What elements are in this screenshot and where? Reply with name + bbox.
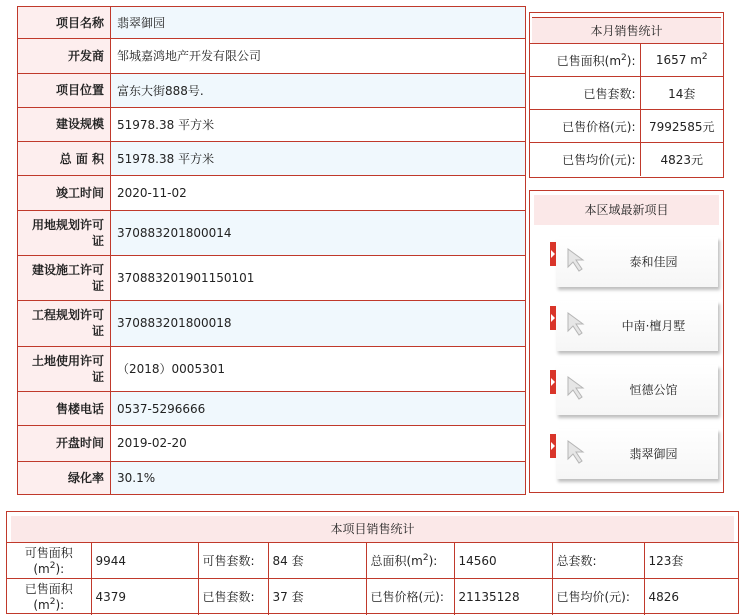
- new-projects-title: 本区域最新项目: [534, 195, 719, 225]
- new-project-link-zhongnan[interactable]: [547, 299, 717, 353]
- sold-units-label: 已售套数:: [198, 579, 268, 615]
- info-value: 2020-11-02: [111, 176, 526, 210]
- info-row-engineering-permit: [18, 301, 526, 346]
- month-area-value: 1657 $m^2$: [640, 44, 723, 77]
- sellable-area-value: 9944: [91, 543, 198, 579]
- sold-units-value: 37 套: [268, 579, 366, 615]
- info-value: 30.1%: [111, 461, 526, 494]
- sellable-units-value: 84 套: [268, 543, 366, 579]
- total-area-value: 14560: [454, 543, 552, 579]
- sellable-units-label: 可售套数:: [198, 543, 268, 579]
- month-avg-label: 已售均价(元):: [530, 143, 640, 176]
- sold-avg-value: 4826: [644, 579, 738, 615]
- project-name: 恒德公馆: [629, 383, 678, 397]
- project-card: [556, 237, 718, 287]
- month-count-value: 14套: [640, 77, 723, 110]
- month-sales-panel: [529, 12, 724, 178]
- total-units-value: 123套: [644, 543, 738, 579]
- info-value: 翡翠御园: [111, 7, 526, 39]
- info-label: 开发商: [18, 39, 111, 73]
- project-name: 翡翠御园: [629, 447, 678, 461]
- project-name: 泰和佳园: [629, 255, 678, 269]
- info-value: 370883201800014: [111, 210, 526, 255]
- cursor-arrow-icon: [566, 375, 588, 401]
- info-row-land-permit: [18, 210, 526, 255]
- info-label: 项目位置: [18, 73, 111, 107]
- cursor-arrow-icon: [566, 311, 588, 337]
- red-arrow-marker-icon: [550, 306, 556, 330]
- month-price-value: 7992585元: [640, 110, 723, 143]
- sellable-area-label: 可售面积$(m^2)$:: [7, 543, 91, 579]
- info-row-scale: [18, 107, 526, 141]
- new-project-link-taihe[interactable]: [547, 235, 717, 289]
- info-value: 51978.38 平方米: [111, 142, 526, 176]
- info-row-green-rate: [18, 461, 526, 494]
- new-project-link-hengde[interactable]: [547, 363, 717, 417]
- project-sales-table: [7, 542, 738, 615]
- red-arrow-marker-icon: [550, 370, 556, 394]
- info-value: 富东大街888号.: [111, 73, 526, 107]
- month-count-label: 已售套数:: [530, 77, 640, 110]
- sold-price-value: 21135128: [454, 579, 552, 615]
- cursor-arrow-icon: [566, 247, 588, 273]
- month-area-label: 已售面积$(m^2)$:: [530, 44, 640, 77]
- month-sales-table: [530, 43, 723, 176]
- info-label: 开盘时间: [18, 426, 111, 461]
- project-card: [556, 429, 718, 479]
- info-row-name: [18, 7, 526, 39]
- info-label: 项目名称: [18, 7, 111, 39]
- red-arrow-marker-icon: [550, 242, 556, 266]
- info-row-opening: [18, 426, 526, 461]
- stats-row-sold: [7, 579, 738, 615]
- project-sales-title: 本项目销售统计: [11, 516, 734, 542]
- sold-area-label: 已售面积$(m^2)$:: [7, 579, 91, 615]
- info-row-construction-permit: [18, 255, 526, 300]
- month-row-price: [530, 110, 723, 143]
- project-sales-panel: [6, 511, 739, 614]
- month-avg-value: 4823元: [640, 143, 723, 176]
- info-row-completion: [18, 176, 526, 210]
- info-label: 绿化率: [18, 461, 111, 494]
- info-row-total-area: [18, 142, 526, 176]
- stats-row-available: [7, 543, 738, 579]
- sold-price-label: 已售价格(元):: [366, 579, 454, 615]
- info-value: 370883201901150101: [111, 255, 526, 300]
- sold-avg-label: 已售均价(元):: [552, 579, 644, 615]
- info-label: 竣工时间: [18, 176, 111, 210]
- info-value: 邹城嘉鸿地产开发有限公司: [111, 39, 526, 73]
- info-row-developer: [18, 39, 526, 73]
- month-sales-title: 本月销售统计: [532, 17, 721, 43]
- info-label: 建设施工许可证: [18, 255, 111, 300]
- project-card: [556, 365, 718, 415]
- new-projects-panel: [529, 190, 724, 493]
- project-info-table: [17, 6, 526, 495]
- total-area-label: 总面积$(m^2)$:: [366, 543, 454, 579]
- red-arrow-marker-icon: [550, 434, 556, 458]
- new-project-link-feicui[interactable]: [547, 427, 717, 481]
- info-label: 建设规模: [18, 107, 111, 141]
- info-label: 工程规划许可证: [18, 301, 111, 346]
- month-row-count: [530, 77, 723, 110]
- month-row-area: [530, 44, 723, 77]
- cursor-arrow-icon: [566, 439, 588, 465]
- info-row-location: [18, 73, 526, 107]
- info-value: 370883201800018: [111, 301, 526, 346]
- info-row-phone: [18, 392, 526, 426]
- info-value: 0537-5296666: [111, 392, 526, 426]
- info-label: 总 面 积: [18, 142, 111, 176]
- info-value: （2018）0005301: [111, 346, 526, 391]
- sold-area-value: 4379: [91, 579, 198, 615]
- project-name: 中南·檀月墅: [621, 319, 686, 333]
- month-price-label: 已售价格(元):: [530, 110, 640, 143]
- total-units-label: 总套数:: [552, 543, 644, 579]
- project-card: [556, 301, 718, 351]
- info-label: 土地使用许可证: [18, 346, 111, 391]
- info-value: 51978.38 平方米: [111, 107, 526, 141]
- info-row-land-use-permit: [18, 346, 526, 391]
- info-value: 2019-02-20: [111, 426, 526, 461]
- info-label: 用地规划许可证: [18, 210, 111, 255]
- info-label: 售楼电话: [18, 392, 111, 426]
- month-row-avg: [530, 143, 723, 176]
